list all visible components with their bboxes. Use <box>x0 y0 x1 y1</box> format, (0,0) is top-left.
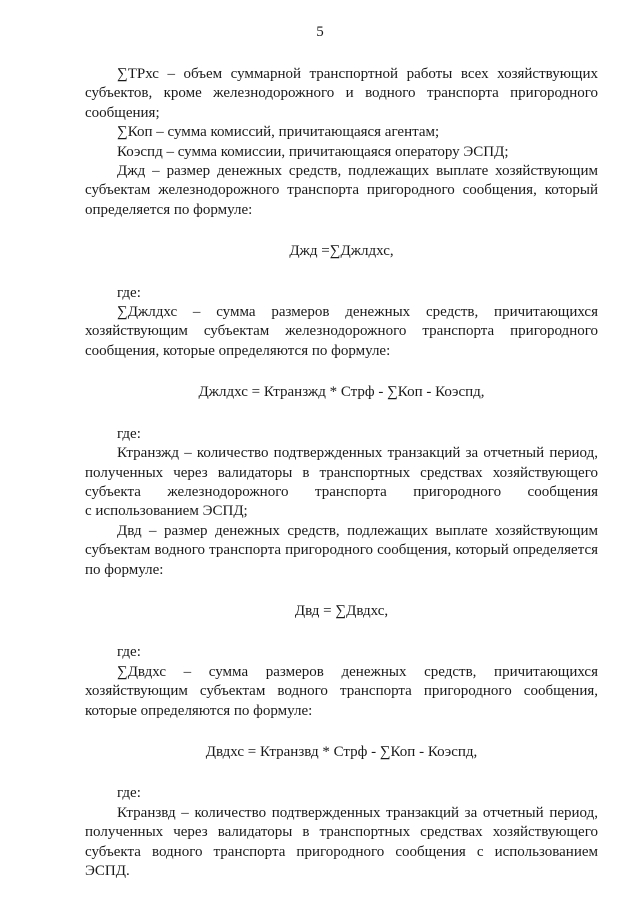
paragraph-trxs-definition <box>85 65 598 123</box>
where-label: где: <box>117 284 141 301</box>
formula-dvd: Двд = ∑Двдхс, <box>294 602 389 619</box>
text-line: ЭСПД. <box>85 863 130 879</box>
text-line: хозяйствующим субъектам железнодорожного транспорта пригородного <box>85 323 598 340</box>
paragraph-dzhdxs-definition <box>85 303 598 361</box>
text-line: определяется по формуле: <box>85 201 253 218</box>
where-label: где: <box>117 644 141 661</box>
page-number: 5 <box>316 24 324 40</box>
text-line: субъектов, кроме железнодорожного и водного транспорта пригородного <box>85 85 598 102</box>
formula-dvdxs: Двдхс = Ктранзвд * Стрф - ∑Коп - Коэспд, <box>205 743 478 760</box>
text-line: ∑Джлдхс – сумма размеров денежных средств, причитающихся <box>117 304 598 321</box>
text-line: хозяйствующим субъектам водного транспорта пригородного сообщения, <box>85 683 598 700</box>
text-line: Ктранзжд – количество подтвержденных транзакций за отчетный период, <box>117 445 598 462</box>
text-line: субъектам железнодорожного транспорта пригородного сообщения, который <box>85 182 598 199</box>
formula-dzhd: Джд =∑Джлдхс, <box>289 243 394 260</box>
where-label: где: <box>117 425 141 442</box>
text-line: по формуле: <box>85 561 164 578</box>
where-label: где: <box>117 785 141 802</box>
paragraph-dvdxs-definition <box>85 663 598 721</box>
text-line: ∑Двдхс – сумма размеров денежных средств, причитающихся <box>117 663 598 680</box>
text-line: полученных через валидаторы в транспортных средствах хозяйствующего <box>85 824 598 841</box>
paragraph-koespd-definition: Коэспд – сумма комиссии, причитающаяся оператору ЭСПД; <box>117 143 509 160</box>
text-line: Ктранзвд – количество подтвержденных транзакций за отчетный период, <box>117 804 598 821</box>
paragraph-ktranzzhd-definition <box>85 444 598 522</box>
text-line: с использованием ЭСПД; <box>85 503 248 520</box>
text-line: полученных через валидаторы в транспортных средствах хозяйствующего <box>85 464 598 481</box>
text-line: сообщения, которые определяются по формуле: <box>85 342 391 359</box>
text-line: ∑ТРхс – объем суммарной транспортной работы всех хозяйствующих <box>117 66 598 82</box>
text-line: Джд – размер денежных средств, подлежащих выплате хозяйствующим <box>117 163 598 180</box>
paragraph-dzhd-definition <box>85 162 598 220</box>
paragraph-ktranzvd-definition <box>85 804 598 882</box>
paragraph-kop-definition: ∑Коп – сумма комиссий, причитающаяся агентам; <box>117 124 440 141</box>
paragraph-dvd-definition <box>85 522 598 580</box>
text-line: Двд – размер денежных средств, подлежащих выплате хозяйствующим <box>117 522 598 539</box>
formula-dzhdxs: Джлдхс = Ктранзжд * Стрф - ∑Коп - Коэспд, <box>198 384 485 401</box>
text-line: которые определяются по формуле: <box>85 702 313 719</box>
document-body <box>85 65 598 881</box>
text-line: субъекта водного транспорта пригородного сообщения с использованием <box>85 843 598 860</box>
text-line: субъектам водного транспорта пригородного сообщения, который определяется <box>85 542 598 559</box>
text-line: субъекта железнодорожного транспорта пригородного сообщения <box>85 483 598 500</box>
text-line: сообщения; <box>85 104 160 121</box>
